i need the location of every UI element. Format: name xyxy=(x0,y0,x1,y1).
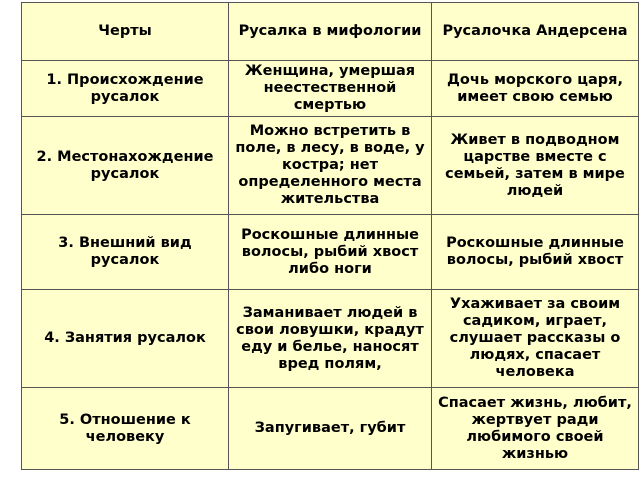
row-feature-cell xyxy=(22,61,229,117)
header-row xyxy=(22,3,639,61)
header-mythology xyxy=(229,3,432,61)
row-mythology-text: Женщина, умершая неестественной смертью xyxy=(244,63,416,113)
row-mythology-text: Заманивает людей в свои ловушки, крадут еду и белье, наносят вред полям, xyxy=(236,304,424,372)
row-andersen-cell xyxy=(432,290,639,388)
table-row xyxy=(22,388,639,470)
row-feature-cell xyxy=(22,388,229,470)
comparison-table xyxy=(21,2,639,470)
header-feature xyxy=(22,3,229,61)
row-feature-text: 3. Внешний вид русалок xyxy=(58,235,192,268)
row-mythology-text: Роскошные длинные волосы, рыбий хвост либо ноги xyxy=(241,226,419,277)
row-feature-text: 1. Происхождение русалок xyxy=(46,71,204,105)
row-feature-text: 4. Занятия русалок xyxy=(44,330,206,346)
header-andersen-text: Русалочка Андерсена xyxy=(442,23,628,39)
row-feature-text: 5. Отношение к человеку xyxy=(59,411,191,445)
header-andersen xyxy=(432,3,639,61)
row-mythology-text: Можно встретить в поле, в лесу, в воде, у костра; нет определенного места жительства xyxy=(235,123,425,207)
row-andersen-cell xyxy=(432,215,639,290)
row-mythology-cell xyxy=(229,215,432,290)
row-andersen-text: Живет в подводном царстве вместе с семьей, затем в мире людей xyxy=(445,131,625,199)
row-andersen-text: Спасает жизнь, любит, жертвует ради любимого своей жизнью xyxy=(438,394,632,462)
row-mythology-cell xyxy=(229,61,432,117)
row-mythology-cell xyxy=(229,117,432,215)
row-andersen-cell xyxy=(432,388,639,470)
table-row xyxy=(22,117,639,215)
row-mythology-cell xyxy=(229,290,432,388)
row-feature-cell xyxy=(22,117,229,215)
row-andersen-text: Дочь морского царя, имеет свою семью xyxy=(447,71,623,105)
row-mythology-text: Запугивает, губит xyxy=(254,420,406,436)
table-row xyxy=(22,290,639,388)
row-andersen-text: Роскошные длинные волосы, рыбий хвост xyxy=(446,235,624,268)
row-feature-cell xyxy=(22,215,229,290)
row-feature-cell xyxy=(22,290,229,388)
table-row xyxy=(22,61,639,117)
header-feature-text: Черты xyxy=(98,23,152,39)
row-mythology-cell xyxy=(229,388,432,470)
header-mythology-text: Русалка в мифологии xyxy=(238,23,422,39)
table-row xyxy=(22,215,639,290)
row-andersen-cell xyxy=(432,117,639,215)
row-andersen-cell xyxy=(432,61,639,117)
row-feature-text: 2. Местонахождение русалок xyxy=(36,148,214,182)
row-andersen-text: Ухаживает за своим садиком, играет, слушает рассказы о людях, спасает человека xyxy=(449,296,621,380)
